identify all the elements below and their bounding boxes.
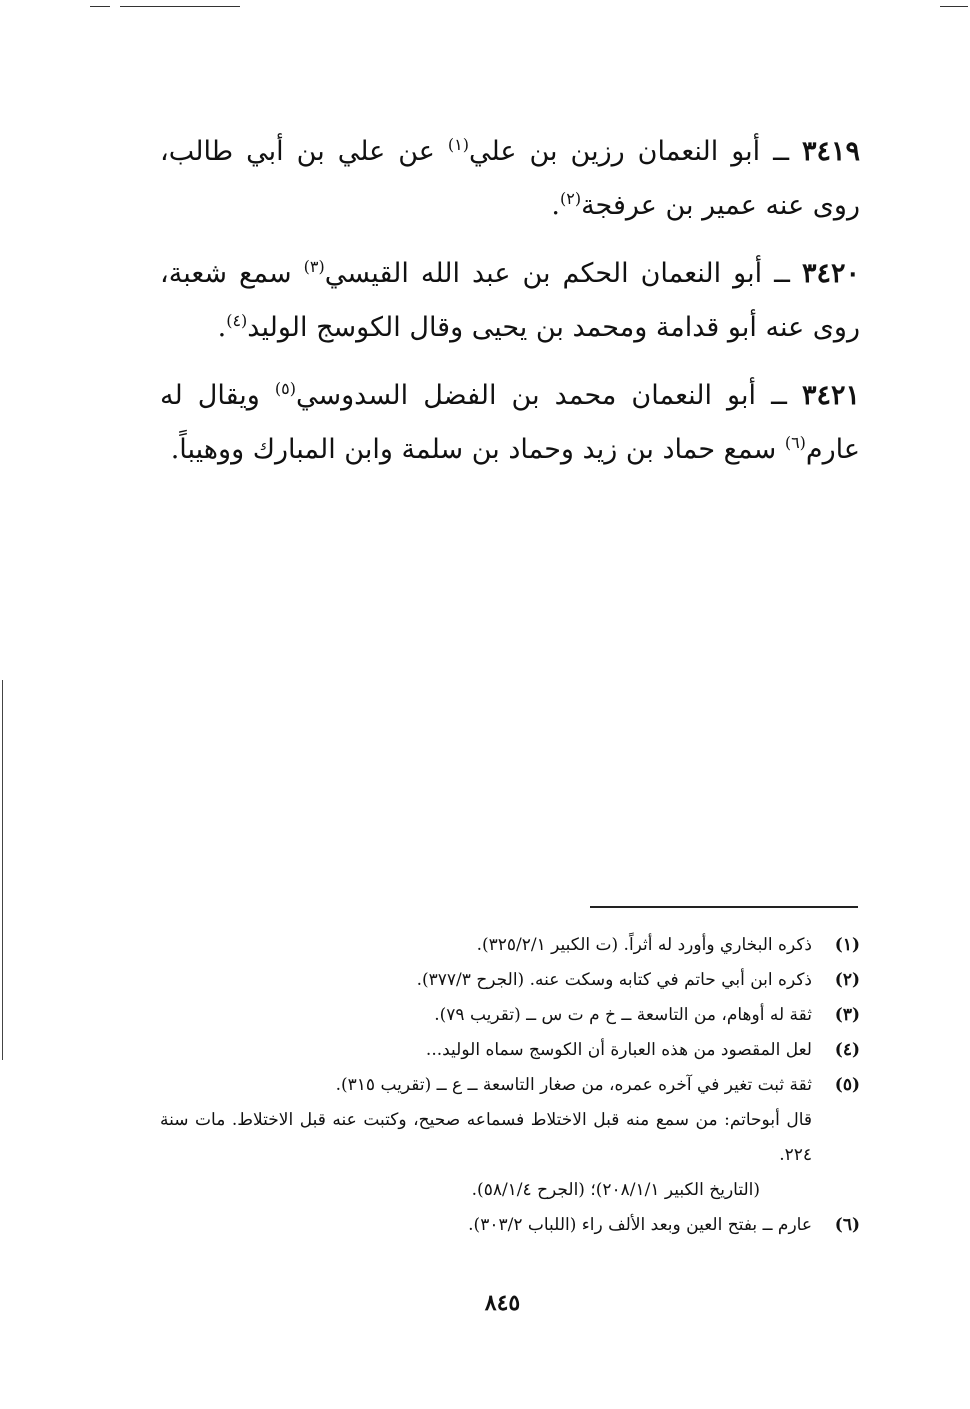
footnote-5-references: (التاريخ الكبير ٢٠٨/١/١)؛ (الجرح ٥٨/١/٤).: [471, 1180, 760, 1200]
footnote-4: [160, 1033, 860, 1068]
entry-text: أبو النعمان محمد بن الفضل السدوسي: [296, 380, 757, 411]
top-rule-mid: [120, 6, 240, 7]
dash: ــ: [756, 380, 787, 411]
footnote-5-continuation: قال أبوحاتم: من سمع منه قبل الاختلاط فسماعه صحيح، وكتبت عنه قبل الاختلاط. مات سنة ٢٢٤.: [160, 1110, 812, 1165]
entry-text: سمع شعبة، روى عنه أبو قدامة ومحمد بن يحيى وقال الكوسج الوليد: [160, 258, 860, 343]
footnote-number: (٥): [834, 1075, 860, 1095]
footnote-5: [160, 1068, 860, 1103]
footnotes: [160, 928, 860, 1243]
entry-number: ٣٤١٩: [801, 136, 860, 167]
footnote-number: (١): [834, 935, 860, 955]
entry-number: ٣٤٢١: [801, 380, 860, 411]
top-rule-right: [940, 6, 968, 7]
page-number: ٨٤٥: [484, 1290, 521, 1316]
side-rule: [2, 680, 3, 1060]
footnote-1: [160, 928, 860, 963]
footnote-text: ذكره البخاري وأورد له أثراً. (ت الكبير ٣٢٥/٢/١).: [476, 935, 812, 955]
footnote-separator: [590, 906, 858, 908]
footnote-text: ثقة ثبت تغير في آخره عمره، من صغار التاسعة ــ ع ــ (تقريب ٣١٥).: [335, 1075, 812, 1095]
top-rule-left: [90, 6, 110, 7]
footnote-number: (٦): [834, 1215, 860, 1235]
footnote-number: (٣): [834, 1005, 860, 1025]
footnote-2: [160, 963, 860, 998]
footnote-ref: (٦): [784, 433, 806, 452]
footnote-6: [160, 1208, 860, 1243]
entry-3419: [160, 125, 860, 233]
entry-text: .: [217, 312, 227, 343]
footnote-text: لعل المقصود من هذه العبارة أن الكوسج سماه الوليد...: [425, 1040, 812, 1060]
entry-3420: [160, 247, 860, 355]
footnote-text: ثقة له أوهام، من التاسعة ــ خ م ت س ــ (تقريب ٧٩).: [434, 1005, 812, 1025]
footnote-ref: (٢): [559, 189, 582, 208]
entry-text: ويقال له عارم: [160, 380, 860, 465]
footnote-text: ذكره ابن أبي حاتم في كتابه وسكت عنه. (الجرح ٣٧٧/٣).: [416, 970, 812, 990]
footnote-ref: (٤): [226, 311, 248, 330]
entry-text: .: [551, 190, 560, 221]
footnote-text: عارم ــ بفتح العين وبعد الألف راء (اللباب ٣٠٣/٢).: [468, 1215, 812, 1235]
dash: ــ: [762, 258, 790, 289]
dash: ــ: [760, 136, 789, 167]
footnote-number: (٢): [834, 970, 860, 990]
footnote-number: (٤): [834, 1040, 860, 1060]
footnote-3: [160, 998, 860, 1033]
footnote-ref: (١): [447, 135, 469, 154]
footnote-ref: (٣): [303, 257, 325, 276]
entry-text: أبو النعمان الحكم بن عبد الله القيسي: [324, 258, 763, 289]
entry-text: سمع حماد بن زيد وحماد بن سلمة وابن المبارك ووهيباً.: [170, 434, 785, 465]
entry-3421: [160, 369, 860, 477]
entry-text: عن علي بن أبي طالب، روى عنه عمير بن عرفجة: [160, 136, 860, 221]
footnote-ref: (٥): [274, 379, 296, 398]
entry-number: ٣٤٢٠: [801, 258, 860, 289]
entry-text: أبو النعمان رزين بن علي: [468, 136, 761, 167]
entries: [160, 125, 860, 491]
